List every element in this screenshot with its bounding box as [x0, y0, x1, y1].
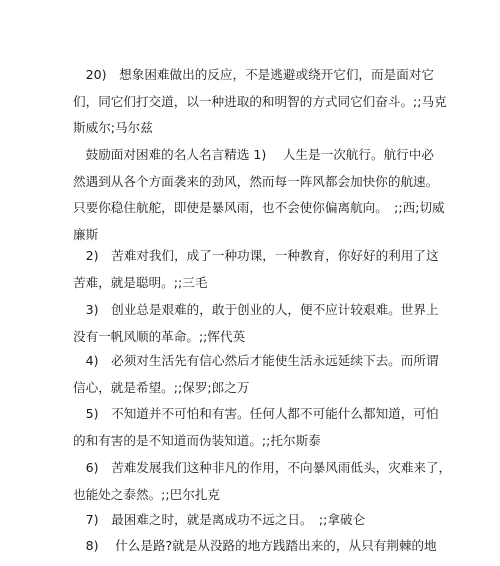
- section-heading-paragraph: [73, 142, 445, 248]
- quote-paragraph-8: [73, 533, 437, 560]
- text-line: 6) 苦难发展我们这种非凡的作用，不向暴风雨低头，灾难来了，: [73, 460, 452, 475]
- text-line: 苦难，就是聪明。;;三毛: [73, 274, 208, 290]
- quote-paragraph-20: [73, 62, 447, 142]
- text-line: 只要你稳住航舵，即使是暴风雨，也不会使你偏离航向。 ;;西;切威: [73, 200, 445, 215]
- text-line: 7) 最困难之时，就是离成功不远之日。 ;;拿破仑: [73, 512, 366, 527]
- text-line: 2) 苦难对我们，成了一种功课，一种教育，你好好的利用了这: [73, 248, 439, 263]
- text-line: 8) 什么是路?就是从没路的地方践踏出来的，从只有荆棘的地: [73, 538, 437, 553]
- text-line: 20) 想象困难做出的反应，不是逃避或绕开它们，而是面对它: [73, 67, 434, 82]
- text-line: 廉斯: [73, 226, 99, 242]
- text-line: 3) 创业总是艰难的，敢于创业的人，便不应计较艰难。世界上: [73, 302, 439, 317]
- text-line: 然遇到从各个方面袭来的劲风，然而每一阵风都会加快你的航速。: [73, 173, 439, 189]
- text-line: 斯威尔;马尔兹: [73, 120, 153, 135]
- text-line: 信心，就是希望。;;保罗;郎之万: [73, 379, 250, 395]
- quote-paragraph-7: [73, 507, 433, 534]
- text-line: 5) 不知道并不可怕和有害。任何人都不可能什么都知道，可怕: [73, 406, 439, 421]
- quote-paragraph-4: [73, 348, 439, 401]
- text-line: 4) 必须对生活先有信心然后才能使生活永远延续下去。而所谓: [73, 353, 439, 368]
- quote-paragraph-5: [73, 401, 439, 454]
- text-line: 没有一帆风顺的革命。;;恽代英: [73, 328, 246, 344]
- text-line: 的和有害的是不知道而伪装知道。;;托尔斯泰: [73, 432, 321, 448]
- quote-paragraph-2: [73, 243, 439, 296]
- text-line: 鼓励面对困难的名人名言精选 1) 人生是一次航行。航行中必: [73, 147, 434, 162]
- quote-paragraph-6: [73, 455, 452, 508]
- text-line: 们，同它们打交道，以一种进取的和明智的方式同它们奋斗。;;马克: [73, 93, 447, 109]
- text-line: 也能处之泰然。;;巴尔扎克: [73, 486, 221, 502]
- quote-paragraph-3: [73, 297, 439, 350]
